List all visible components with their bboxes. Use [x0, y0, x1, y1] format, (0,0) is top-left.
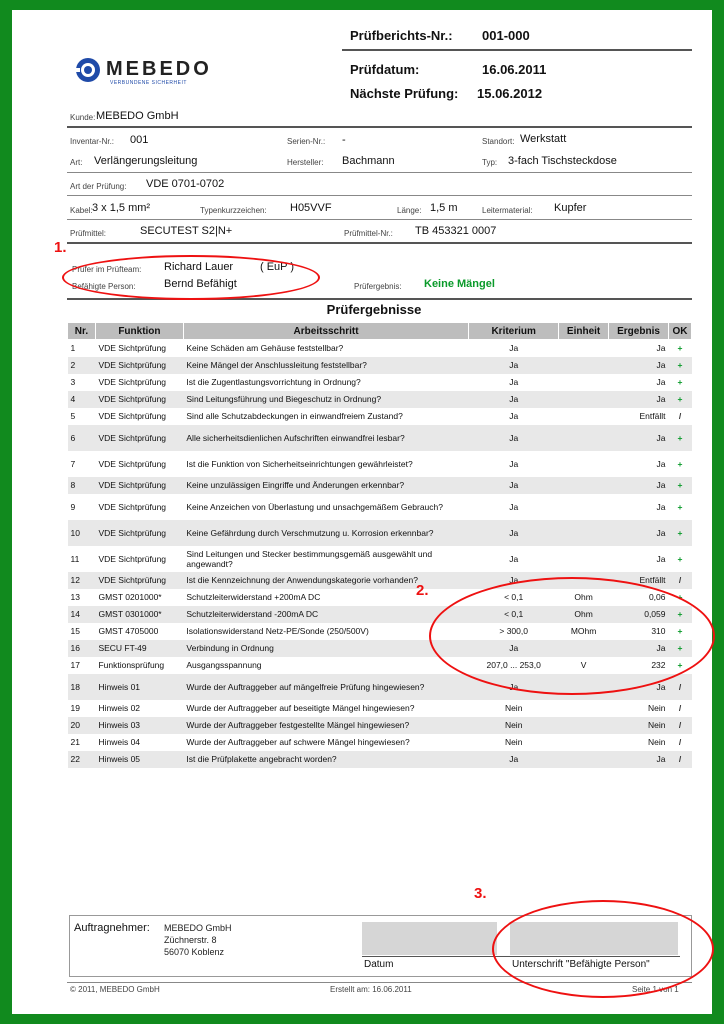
row-ok: +: [669, 640, 692, 657]
row-result: Ja: [609, 357, 669, 374]
row-function: VDE Sichtprüfung: [98, 553, 167, 564]
row-step: [183, 717, 468, 734]
row-function: VDE Sichtprüfung: [98, 411, 167, 421]
row-criterion: Ja: [469, 572, 559, 589]
header-top-line: [342, 49, 692, 51]
row-step: [183, 623, 468, 640]
row-criterion: Ja: [509, 377, 519, 387]
row-step: [183, 451, 468, 477]
row-result: Ja: [609, 425, 669, 451]
customer-label: Kunde:: [70, 113, 96, 122]
row-result: Ja: [609, 640, 669, 657]
row-criterion: Ja: [509, 411, 519, 421]
row-result: 310: [651, 626, 666, 636]
row-function: GMST 0201000*: [98, 592, 162, 602]
row-function: Hinweis 03: [95, 717, 183, 734]
row-criterion: Ja: [469, 751, 559, 768]
divider-5: [67, 242, 692, 244]
device-label: Prüfmittel:: [70, 229, 107, 238]
divider-3: [67, 195, 692, 196]
row-nr: 13: [70, 592, 80, 602]
row-nr: 15: [70, 626, 80, 636]
row-unit: [559, 717, 609, 734]
row-nr: 5: [70, 411, 76, 421]
row-unit: Ohm: [574, 592, 593, 602]
row-ok: +: [677, 458, 683, 469]
cable-label: Kabel:: [70, 206, 93, 215]
row-step-text: Keine Gefährdung durch Verschmutzung u. Korrosion erkennbar?: [186, 527, 434, 538]
row-nr: 12: [68, 572, 96, 589]
date-label: Datum: [364, 959, 394, 970]
row-ok: +: [677, 377, 683, 387]
row-function: VDE Sichtprüfung: [95, 391, 183, 408]
annotation-marker-3: 3.: [474, 885, 487, 902]
row-step-text: Isolationswiderstand Netz-PE/Sonde (250/500V): [186, 626, 369, 636]
row-ok: +: [677, 501, 683, 512]
row-criterion: Ja: [469, 477, 559, 494]
row-criterion: Ja: [469, 425, 559, 451]
row-nr: 4: [68, 391, 96, 408]
row-result: 0,059: [609, 606, 669, 623]
type-id-value: H05VVF: [290, 202, 332, 214]
type-id-label: Typenkurzzeichen:: [200, 206, 267, 215]
row-step-text: Wurde der Auftraggeber auf mängelfreie Prüfung hingewiesen?: [186, 681, 425, 692]
row-step: [183, 408, 468, 425]
row-criterion: 207,0 ... 253,0: [486, 660, 541, 670]
row-unit: [559, 374, 609, 391]
row-unit: [559, 494, 609, 520]
row-nr: 7: [70, 458, 76, 469]
table-row: [68, 751, 692, 768]
table-row: [68, 357, 692, 374]
serial-label: Serien-Nr.:: [287, 137, 326, 146]
report-nr-value: 001-000: [482, 28, 530, 43]
row-step-text: Verbindung in Ordnung: [186, 643, 274, 653]
row-step-text: Sind Leitungsführung und Biegeschutz in Ordnung?: [186, 394, 382, 404]
next-test-value: 15.06.2012: [477, 86, 543, 101]
row-step: [183, 674, 468, 700]
row-function: GMST 4705000: [98, 626, 159, 636]
row-result: Ja: [609, 520, 669, 546]
row-nr: 19: [70, 703, 80, 713]
table-row: [68, 425, 692, 451]
table-row: [68, 408, 692, 425]
length-label: Länge:: [397, 206, 422, 215]
row-result: Ja: [609, 391, 669, 408]
row-step: [183, 340, 468, 357]
tester-role: ( EuP ): [260, 261, 295, 273]
row-unit: [559, 477, 609, 494]
row-unit: MOhm: [570, 626, 597, 636]
row-step-text: Ist die Funktion von Sicherheitseinrichtungen gewährleistet?: [186, 458, 413, 469]
row-nr: 21: [70, 737, 80, 747]
maker-label: Hersteller:: [287, 158, 324, 167]
row-ok: +: [677, 343, 683, 354]
row-step: [183, 751, 468, 768]
row-nr: 2: [68, 357, 96, 374]
row-criterion: Ja: [469, 391, 559, 408]
row-ok: /: [678, 703, 682, 713]
row-unit: [559, 357, 609, 374]
row-unit: [559, 408, 609, 425]
row-ok: +: [677, 626, 683, 636]
row-step-text: Wurde der Auftraggeber festgestellte Mängel hingewiesen?: [186, 720, 410, 730]
row-ok: /: [678, 411, 682, 421]
customer-value: MEBEDO GmbH: [96, 110, 179, 122]
row-ok: /: [669, 717, 692, 734]
row-step-text: Schutzleiterwiderstand +200mA DC: [186, 592, 321, 602]
row-unit: V: [580, 660, 587, 670]
row-nr: 22: [68, 751, 96, 768]
row-ok: +: [669, 425, 692, 451]
row-unit: [559, 734, 609, 751]
table-row: [68, 340, 692, 357]
row-criterion: < 0,1: [469, 606, 559, 623]
col-ok: OK: [669, 323, 692, 340]
annotation-marker-2: 2.: [416, 582, 429, 599]
mebedo-logo-icon: [74, 56, 102, 84]
row-function: VDE Sichtprüfung: [98, 458, 167, 469]
row-ok: +: [677, 660, 683, 670]
table-row: [68, 451, 692, 477]
table-row: [68, 374, 692, 391]
row-ok: +: [669, 357, 692, 374]
row-criterion: Ja: [469, 674, 559, 700]
row-step: [183, 520, 468, 546]
col-result: Ergebnis: [609, 323, 669, 340]
col-nr: Nr.: [68, 323, 96, 340]
row-unit: [559, 340, 609, 357]
contractor-street: Züchnerstr. 8: [164, 935, 217, 945]
row-step: [183, 734, 468, 751]
row-result: Nein: [648, 737, 666, 747]
row-nr: 10: [68, 520, 96, 546]
report-date-value: 16.06.2011: [482, 62, 547, 77]
row-step: [183, 606, 468, 623]
row-function: VDE Sichtprüfung: [95, 357, 183, 374]
copyright: © 2011, MEBEDO GmbH: [70, 985, 160, 994]
annotation-ellipse-2: [429, 577, 715, 695]
results-header-row: [68, 323, 692, 340]
row-ok: /: [669, 674, 692, 700]
row-step-text: Ausgangsspannung: [186, 660, 262, 670]
annotation-marker-1: 1.: [54, 239, 67, 256]
row-step-text: Sind Leitungen und Stecker bestimmungsgemäß ausgewählt und angewandt?: [186, 548, 433, 569]
row-result: Nein: [648, 703, 666, 713]
row-result: 232: [651, 660, 666, 670]
table-row: [68, 734, 692, 751]
row-result: Entfällt: [639, 411, 666, 421]
contractor-name: MEBEDO GmbH: [164, 923, 232, 933]
row-nr: 17: [70, 660, 80, 670]
row-function: VDE Sichtprüfung: [98, 343, 167, 354]
page-number: Seite 1 von 1: [632, 985, 679, 994]
logo-tagline: VERBUNDENE SICHERHEIT: [110, 80, 187, 86]
row-step: [183, 374, 468, 391]
person-label: Befähigte Person:: [72, 282, 136, 291]
test-kind-value: VDE 0701-0702: [146, 178, 225, 190]
row-step: [183, 494, 468, 520]
row-function: VDE Sichtprüfung: [95, 477, 183, 494]
row-function: VDE Sichtprüfung: [95, 520, 183, 546]
divider-4: [67, 219, 692, 220]
annotation-ellipse-1: [62, 255, 320, 300]
row-function: VDE Sichtprüfung: [98, 377, 167, 387]
row-result: Entfällt: [609, 572, 669, 589]
table-row: [68, 700, 692, 717]
row-result: Ja: [656, 458, 666, 469]
row-unit: [559, 520, 609, 546]
result-label: Prüfergebnis:: [354, 282, 402, 291]
row-function: Hinweis 02: [98, 703, 141, 713]
material-label: Leitermaterial:: [482, 206, 533, 215]
col-step: Arbeitsschritt: [183, 323, 468, 340]
row-function: VDE Sichtprüfung: [95, 572, 183, 589]
row-step-text: Wurde der Auftraggeber auf beseitigte Mängel hingewiesen?: [186, 703, 415, 713]
created-date: Erstellt am: 16.06.2011: [330, 985, 412, 994]
table-row: [68, 546, 692, 572]
row-function: Hinweis 01: [95, 674, 183, 700]
row-function: VDE Sichtprüfung: [95, 425, 183, 451]
row-function: VDE Sichtprüfung: [98, 501, 167, 512]
row-nr: 3: [70, 377, 76, 387]
report-page: [12, 10, 712, 1014]
row-unit: [559, 700, 609, 717]
row-step-text: Keine Mängel der Anschlussleitung feststellbar?: [186, 360, 367, 370]
serial-value: -: [342, 134, 346, 146]
row-nr: 11: [70, 553, 80, 564]
row-unit: [559, 391, 609, 408]
row-step-text: Keine unzulässigen Eingriffe und Änderungen erkennbar?: [186, 480, 405, 490]
row-ok: +: [669, 520, 692, 546]
row-unit: [559, 751, 609, 768]
col-function: Funktion: [95, 323, 183, 340]
row-step-text: Ist die Kennzeichnung der Anwendungskategorie vorhanden?: [186, 575, 418, 585]
table-row: [68, 477, 692, 494]
inventory-label: Inventar-Nr.:: [70, 137, 115, 146]
row-step: [183, 546, 468, 572]
test-kind-label: Art der Prüfung:: [70, 182, 127, 191]
row-criterion: Nein: [504, 737, 523, 747]
row-result: Ja: [609, 674, 669, 700]
device-nr-value: TB 453321 0007: [415, 225, 497, 237]
type-label: Art:: [70, 158, 83, 167]
signature-label: Unterschrift "Befähigte Person": [512, 959, 650, 970]
logo-text: MEBEDO: [106, 58, 212, 80]
row-step: [183, 477, 468, 494]
results-table: [67, 322, 692, 768]
row-function: Hinweis 05: [95, 751, 183, 768]
report-date-label: Prüfdatum:: [350, 62, 420, 77]
row-result: Nein: [609, 717, 669, 734]
row-criterion: Ja: [509, 458, 519, 469]
row-criterion: Ja: [469, 640, 559, 657]
row-nr: 20: [68, 717, 96, 734]
row-step-text: Schutzleiterwiderstand -200mA DC: [186, 609, 319, 619]
row-step: [183, 640, 468, 657]
row-result: Ja: [609, 751, 669, 768]
row-criterion: Ja: [509, 501, 519, 512]
table-row: [68, 520, 692, 546]
row-step: [183, 700, 468, 717]
row-function: GMST 0301000*: [95, 606, 183, 623]
row-result: Ja: [656, 501, 666, 512]
row-function: SECU FT-49: [95, 640, 183, 657]
length-value: 1,5 m: [430, 202, 458, 214]
row-criterion: Nein: [469, 717, 559, 734]
row-step: [183, 425, 468, 451]
row-criterion: Ja: [469, 520, 559, 546]
row-criterion: Ja: [509, 343, 519, 354]
date-field[interactable]: [362, 922, 497, 955]
row-result: Ja: [656, 343, 666, 354]
row-nr: 16: [68, 640, 96, 657]
row-criterion: > 300,0: [499, 626, 528, 636]
row-result: Ja: [609, 477, 669, 494]
row-nr: 14: [68, 606, 96, 623]
row-step-text: Alle sicherheitsdienlichen Aufschriften einwandfrei lesbar?: [186, 432, 405, 443]
row-criterion: Ja: [509, 553, 519, 564]
next-test-label: Nächste Prüfung:: [350, 86, 459, 101]
tester-value: Richard Lauer: [164, 261, 234, 273]
row-unit: [559, 451, 609, 477]
row-criterion: Ja: [469, 357, 559, 374]
row-unit: Ohm: [559, 606, 609, 623]
row-ok: /: [678, 737, 682, 747]
row-function: Hinweis 04: [98, 737, 141, 747]
results-title: Prüfergebnisse: [326, 302, 422, 317]
row-unit: [559, 425, 609, 451]
row-step: [183, 357, 468, 374]
row-nr: 6: [68, 425, 96, 451]
row-step-text: Ist die Zugentlastungsvorrichtung in Ordnung?: [186, 377, 361, 387]
row-step-text: Ist die Prüfplakette angebracht worden?: [186, 754, 337, 764]
row-nr: 8: [68, 477, 96, 494]
row-unit: [559, 546, 609, 572]
contractor-city: 56070 Koblenz: [164, 947, 225, 957]
table-row: [68, 391, 692, 408]
row-step-text: Keine Anzeichen von Überlastung und unsachgemäßem Gebrauch?: [186, 501, 443, 512]
maker-value: Bachmann: [342, 155, 395, 167]
divider-1: [67, 126, 692, 128]
result-value: Keine Mängel: [424, 278, 495, 290]
row-step-text: Keine Schäden am Gehäuse feststellbar?: [186, 343, 344, 354]
row-step-text: Sind alle Schutzabdeckungen in einwandfreiem Zustand?: [186, 411, 403, 421]
cable-value: 3 x 1,5 mm²: [92, 202, 151, 214]
material-value: Kupfer: [554, 202, 587, 214]
row-ok: +: [669, 477, 692, 494]
location-label: Standort:: [482, 137, 515, 146]
divider-2: [67, 172, 692, 173]
row-ok: +: [677, 592, 683, 602]
row-result: Ja: [656, 377, 666, 387]
row-ok: +: [669, 606, 692, 623]
contractor-label: Auftragnehmer:: [74, 922, 150, 934]
annotation-ellipse-3: [492, 900, 714, 998]
row-criterion: < 0,1: [504, 592, 524, 602]
col-criterion: Kriterium: [469, 323, 559, 340]
row-criterion: Nein: [504, 703, 523, 713]
row-ok: /: [669, 572, 692, 589]
device-value: SECUTEST S2|N+: [140, 225, 233, 237]
typ-value: 3-fach Tischsteckdose: [508, 155, 617, 167]
person-value: Bernd Befähigt: [164, 278, 237, 290]
row-ok: +: [677, 553, 683, 564]
row-ok: /: [669, 751, 692, 768]
col-unit: Einheit: [559, 323, 609, 340]
typ-label: Typ:: [482, 158, 498, 167]
row-result: Ja: [656, 553, 666, 564]
type-value: Verlängerungsleitung: [94, 155, 198, 167]
row-step-text: Wurde der Auftraggeber auf schwere Mängel hingewiesen?: [186, 737, 410, 747]
row-result: 0,06: [648, 592, 666, 602]
row-nr: 9: [70, 501, 76, 512]
row-function: Funktionsprüfung: [98, 660, 165, 670]
row-step: [183, 391, 468, 408]
table-row: [68, 494, 692, 520]
row-step: [183, 657, 468, 674]
row-nr: 1: [70, 343, 76, 354]
report-nr-label: Prüfberichts-Nr.:: [350, 28, 453, 43]
row-nr: 18: [68, 674, 96, 700]
tester-label: Prüfer im Prüfteam:: [72, 265, 142, 274]
inventory-value: 001: [130, 134, 149, 146]
table-row: [68, 717, 692, 734]
row-ok: +: [669, 391, 692, 408]
device-nr-label: Prüfmittel-Nr.:: [344, 229, 393, 238]
location-value: Werkstatt: [520, 133, 567, 145]
